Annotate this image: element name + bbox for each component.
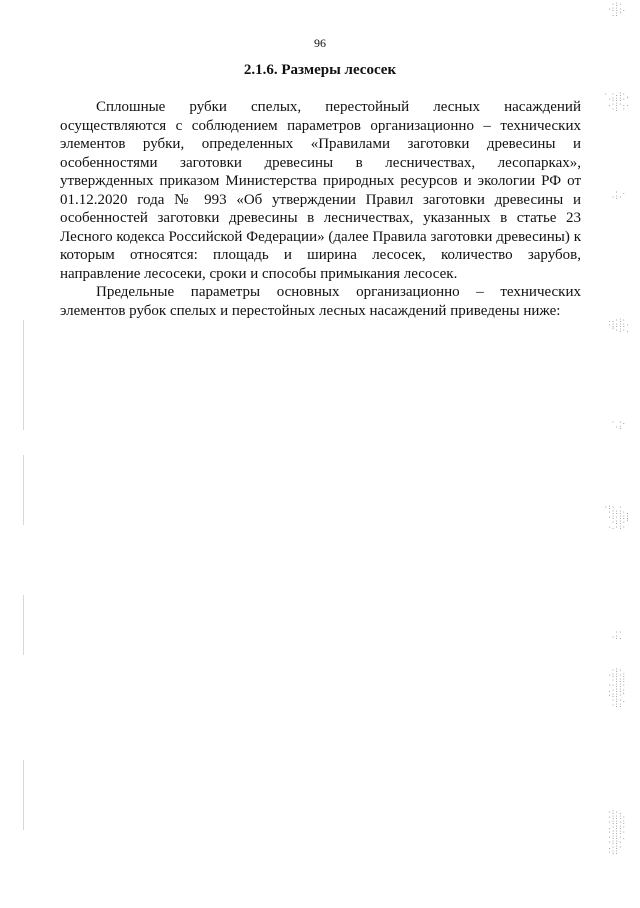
paragraph-1: Сплошные рубки спелых, перестойный лесных насаждений осуществляются с соблюдением параметров организационно – технических элементов рубки, определенных «Правилами заготовки древесины и особенностями заготовки древесины в лесничествах, лесопарках», утвержденных приказом Министерства природных ресурсов и экологии РФ от 01.12.2020 года № 993 «Об утверждении Правил заготовки древесины и особенностей заготовки древесины в лесничествах, указанных в статье 23 Лесного кодекса Российской Федерации» (далее Правила заготовки древесины) к которым относятся: площадь и ширина лесосек, количество зарубов, направление лесосеки, сроки и способы примыкания лесосек. [60, 99, 581, 282]
scan-edge-line [23, 455, 24, 525]
paragraph-2: Предельные параметры основных организационно – технических элементов рубок спелых и перестойных лесных насаждений приведены ниже: [60, 284, 581, 319]
scan-speckle: · . ·:· [611, 189, 626, 201]
body-text [60, 98, 581, 320]
scan-speckle: · ·. ·: [611, 419, 626, 431]
scan-edge-line [23, 760, 24, 830]
scan-speckle: ·· ·:. [611, 629, 623, 641]
scan-speckle: ·:·. ·:::· ·::·: .·::· ·:::· ·::·. ·::· .·:· ·:: [607, 809, 626, 856]
scan-edge-line [23, 320, 24, 430]
scan-speckle: ·:· ·::·. .:' [607, 1, 626, 18]
scan-edge-line [23, 595, 24, 655]
scan-speckle: ·:· · ·:::·. ·:·::: ·::·' ·.·:· [604, 504, 630, 531]
scan-speckle: ·:· ·::·: ·::: ··::· .·::· ·::·' ·:·. ·:: [607, 667, 626, 709]
section-heading: 2.1.6. Размеры лесосек [243, 62, 397, 78]
page-number: 96 [314, 36, 326, 50]
scan-speckle: ..·:· ·::::· '·:·. [607, 317, 630, 334]
scan-speckle: · ·.:· ·:::·' .·:·.. ·: · [604, 91, 630, 113]
